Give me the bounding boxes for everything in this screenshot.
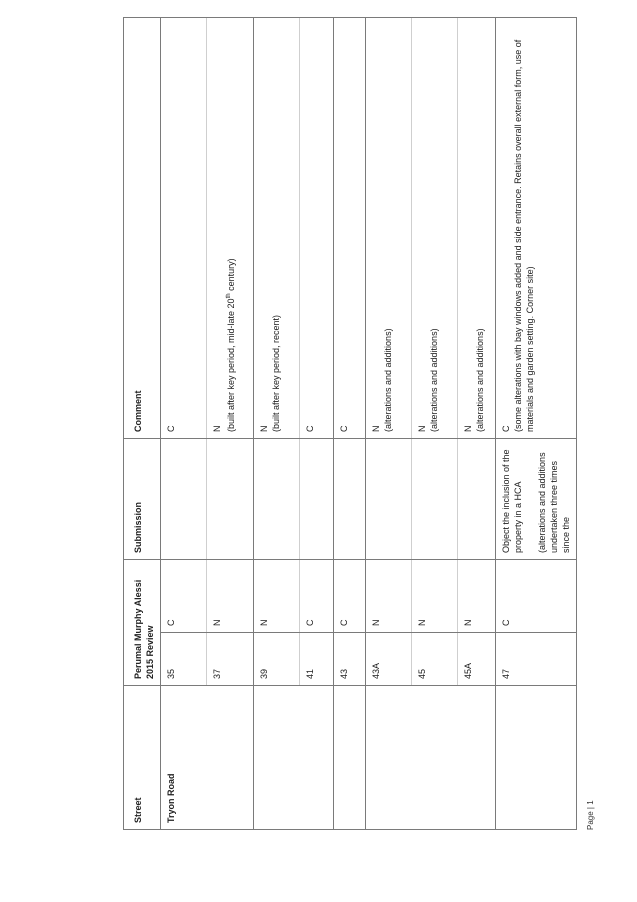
comment-note: (built after key period, recent): [271, 314, 281, 432]
comment-code: C: [501, 425, 511, 432]
street-cell: [254, 686, 334, 830]
submission-cell: [496, 439, 577, 560]
comment-code: C: [305, 425, 315, 432]
page-number: [586, 800, 595, 830]
table-row: [366, 18, 412, 830]
comment-note: (alterations and additions): [475, 328, 485, 432]
heritage-review-table: [123, 17, 577, 830]
street-cell: [161, 686, 254, 830]
comment-cell: [161, 18, 207, 439]
comment-cell: [458, 18, 496, 439]
review-grading: N: [207, 560, 254, 633]
comment-cell: [334, 18, 366, 439]
submission-cell: [458, 439, 496, 560]
table-row: [161, 18, 207, 830]
submission-cell: [334, 439, 366, 560]
table-row: [496, 18, 577, 830]
table-header-row: [124, 18, 161, 830]
submission-cell: [300, 439, 334, 560]
submission-cell: [254, 439, 300, 560]
comment-cell: [496, 18, 577, 439]
comment-code: C: [339, 425, 349, 432]
comment-code: N: [371, 425, 381, 432]
house-number: 43: [334, 633, 366, 686]
comment-cell: [254, 18, 300, 439]
table-row: [254, 18, 300, 830]
submission-text: Object the inclusion of the property in a HCA: [501, 449, 523, 553]
house-number: 45A: [458, 633, 496, 686]
comment-note-superscript: th: [226, 293, 232, 299]
street-cell: [496, 686, 577, 830]
house-number: 45: [412, 633, 458, 686]
comment-cell: [207, 18, 254, 439]
header-submission: Submission: [124, 439, 161, 560]
review-grading: C: [300, 560, 334, 633]
comment-code: N: [212, 425, 222, 432]
house-number: 35: [161, 633, 207, 686]
review-grading: C: [334, 560, 366, 633]
house-number: 37: [207, 633, 254, 686]
house-number: 39: [254, 633, 300, 686]
comment-note-text: (built after key period, mid-late 20: [226, 298, 236, 432]
comment-code: C: [166, 425, 176, 432]
comment-code: N: [463, 425, 473, 432]
submission-note: (alterations and additions undertaken three times since the: [537, 452, 571, 553]
comment-cell: [300, 18, 334, 439]
submission-cell: [412, 439, 458, 560]
comment-note: (some alterations with bay windows added and side entrance. Retains overall external form, use of materials and garden setting. Corner site): [513, 39, 535, 432]
review-grading: N: [366, 560, 412, 633]
header-street: Street: [124, 686, 161, 830]
submission-cell: [207, 439, 254, 560]
header-comment: Comment: [124, 18, 161, 439]
submission-cell: [161, 439, 207, 560]
comment-note: (alterations and additions): [383, 328, 393, 432]
comment-code: N: [417, 425, 427, 432]
page-label: Page | 1: [586, 800, 595, 830]
header-review: Perumal Murphy Alessi 2015 Review: [124, 560, 161, 686]
review-grading: N: [412, 560, 458, 633]
house-number: 41: [300, 633, 334, 686]
comment-code: N: [259, 425, 269, 432]
review-grading: N: [254, 560, 300, 633]
street-cell: [334, 686, 366, 830]
comment-note: (alterations and additions): [429, 328, 439, 432]
house-number: 43A: [366, 633, 412, 686]
comment-note-text-end: century): [226, 258, 236, 294]
comment-note: [223, 24, 237, 432]
submission-cell: [366, 439, 412, 560]
review-grading: N: [458, 560, 496, 633]
review-grading: C: [161, 560, 207, 633]
street-name: Tryon Road: [166, 773, 176, 823]
comment-cell: [366, 18, 412, 439]
street-cell: [366, 686, 496, 830]
comment-cell: [412, 18, 458, 439]
house-number: 47: [496, 633, 577, 686]
review-grading: C: [496, 560, 577, 633]
table-row: [334, 18, 366, 830]
